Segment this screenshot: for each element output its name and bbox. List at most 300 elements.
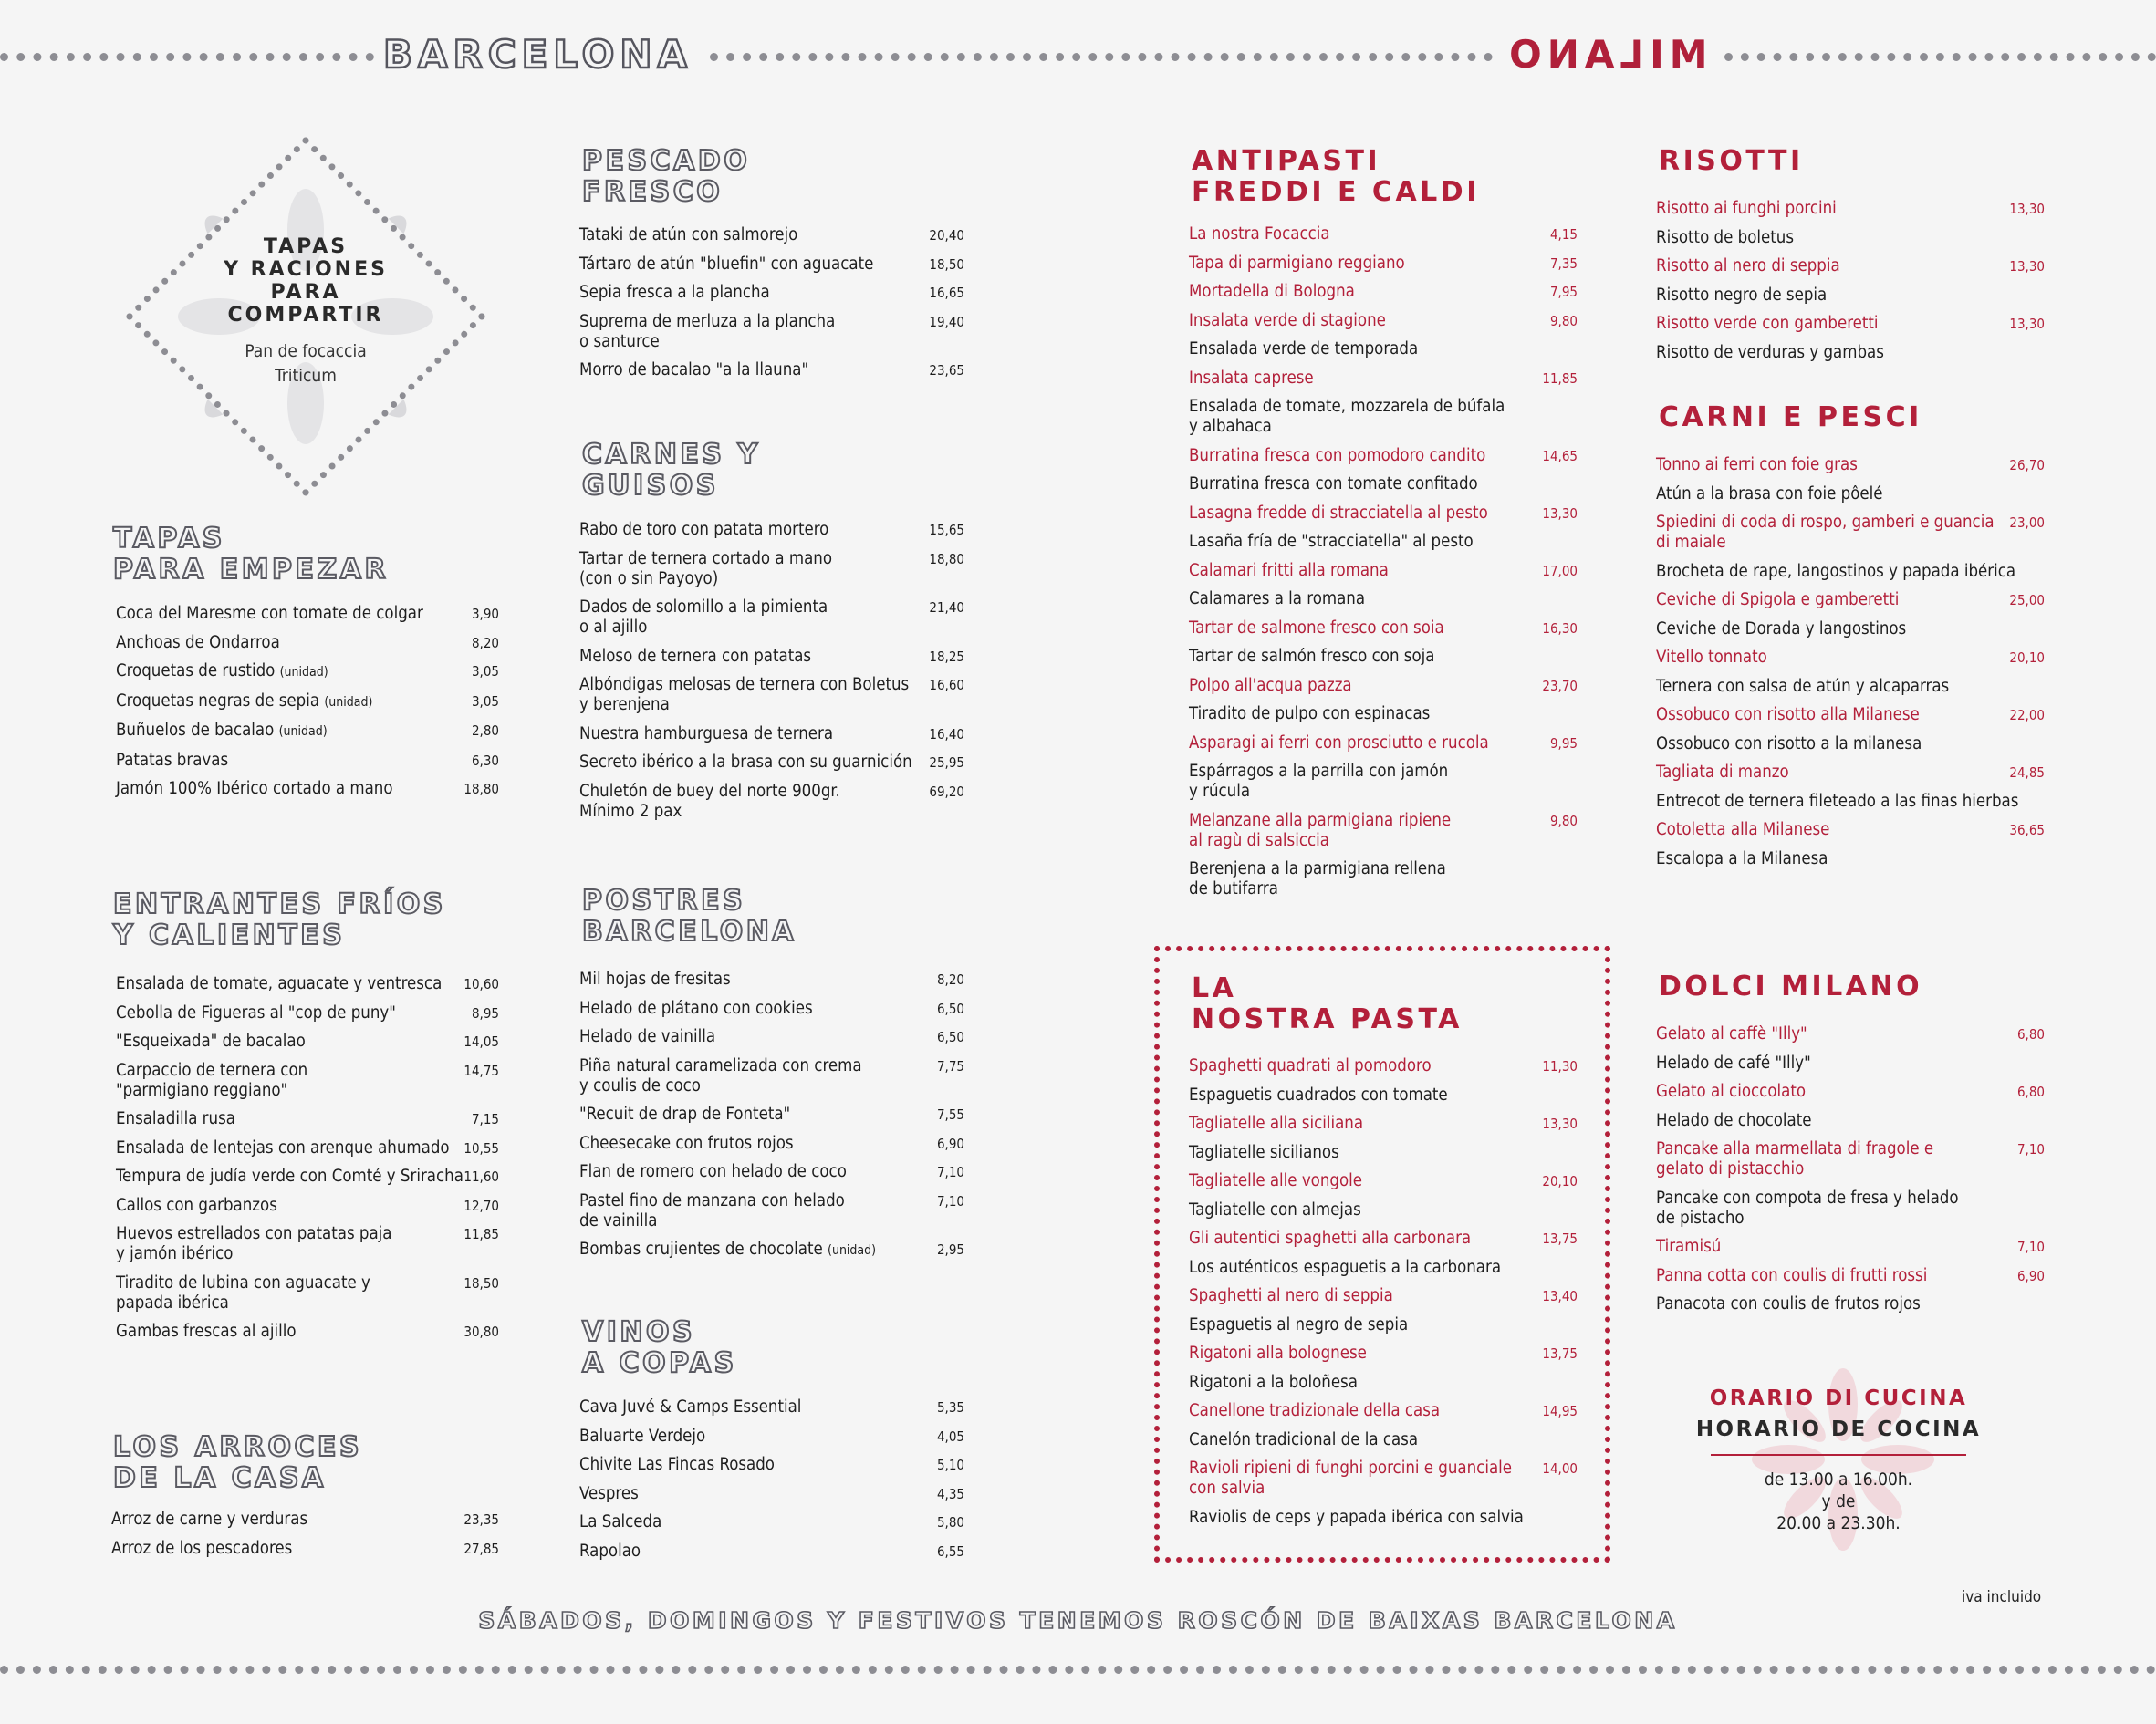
menu-item-name: Cava Juvé & Camps Essential <box>579 1397 802 1417</box>
menu-item-price: 18,80 <box>463 781 499 797</box>
footer-announcement: SÁBADOS, DOMINGOS Y FESTIVOS TENEMOS ROSCÓN DE BAIXAS BARCELONA <box>478 1607 1678 1634</box>
menu-item-name: Melanzane alla parmigiana ripiene al ragù di salsiccia <box>1189 810 1452 850</box>
menu-item-name: Asparagi ai ferri con prosciutto e rucola <box>1189 732 1489 753</box>
menu-item <box>1656 1024 2045 1044</box>
list-vinos <box>579 1397 964 1570</box>
menu-item <box>1189 1344 1578 1364</box>
menu-item-name: Spiedini di coda di rospo, gamberi e guancia di maiale <box>1656 513 1995 552</box>
heading-pasta-line-1: LA <box>1192 972 1237 1004</box>
menu-item-name: Spaghetti quadrati al pomodoro <box>1189 1056 1432 1075</box>
menu-item-name: Patatas bravas <box>116 750 229 770</box>
heading-carnes <box>582 440 761 502</box>
menu-item <box>116 1138 499 1158</box>
hours-divider <box>1711 1454 1966 1456</box>
list-risotti <box>1656 199 2045 371</box>
menu-item <box>116 1273 499 1314</box>
menu-item-name: Tartar de ternera cortado a mano (con o sin Payoyo) <box>579 548 833 588</box>
menu-item-price: 8,95 <box>471 1004 499 1022</box>
heading-tapas <box>113 524 389 586</box>
bottom-dotted-rule <box>0 1666 2156 1674</box>
menu-item <box>116 779 499 799</box>
menu-item-price: 7,10 <box>2016 1239 2045 1255</box>
menu-item <box>1656 590 2045 610</box>
menu-item-price: 6,30 <box>471 752 499 769</box>
menu-item-name: Croquetas de rustido <box>116 661 276 680</box>
menu-item-price: 4,35 <box>936 1485 964 1502</box>
menu-item <box>1189 1373 1578 1393</box>
menu-item <box>579 1427 964 1447</box>
menu-item-name: Espárragos a la parrilla con jamón y rúcula <box>1189 762 1449 801</box>
menu-item-name: Tiradito de lubina con aguacate y papada ibérica <box>116 1272 370 1313</box>
milano-mirrored-text: MILANO <box>1504 32 1708 77</box>
menu-item-name: Risotto al nero di seppia <box>1656 256 1840 275</box>
header-title-milano <box>1504 31 1708 78</box>
menu-item-name: Brocheta de rape, langostinos y papada ibérica <box>1656 561 2016 581</box>
menu-item <box>1656 484 2045 504</box>
heading-dolci <box>1659 971 1922 1002</box>
menu-item <box>1189 254 1578 274</box>
menu-item-name: Helado de vainilla <box>579 1027 716 1046</box>
heading-pescado-line-2: FRESCO <box>582 176 724 208</box>
menu-item <box>1189 762 1578 802</box>
menu-item <box>116 974 499 994</box>
menu-item-note: (unidad) <box>279 665 328 680</box>
menu-item-name: Polpo all'acqua pazza <box>1189 675 1352 695</box>
menu-item <box>1656 562 2045 582</box>
menu-item-note: (unidad) <box>828 1243 877 1258</box>
menu-item <box>1656 792 2045 812</box>
menu-item-name: Panna cotta con coulis di frutti rossi <box>1656 1265 1928 1285</box>
menu-item <box>1656 820 2045 840</box>
menu-item-name: Arroz de los pescadores <box>111 1538 293 1558</box>
menu-item-name: Arroz de carne y verduras <box>111 1510 308 1529</box>
menu-item-price: 26,70 <box>2009 457 2045 473</box>
menu-item <box>579 647 964 667</box>
menu-item-price: 20,40 <box>929 227 964 244</box>
menu-item <box>116 1003 499 1023</box>
menu-item-name: Tagliata di manzo <box>1656 763 1789 782</box>
menu-item-price: 21,40 <box>929 599 964 616</box>
menu-item-price: 7,35 <box>1549 254 1578 272</box>
menu-item-note: (unidad) <box>324 694 373 710</box>
menu-item <box>1189 1508 1578 1528</box>
menu-item-price: 6,90 <box>936 1135 964 1152</box>
menu-item <box>1189 1258 1578 1278</box>
menu-item-price: 18,80 <box>929 550 964 567</box>
menu-item-name: Rigatoni alla bolognese <box>1189 1344 1367 1363</box>
menu-item <box>116 691 499 712</box>
menu-item-name: Vespres <box>579 1483 639 1503</box>
heading-entrantes-line-1: ENTRANTES FRÍOS <box>113 888 446 920</box>
menu-item-name: Cheesecake con frutos rojos <box>579 1133 794 1153</box>
menu-item-price: 69,20 <box>929 783 964 800</box>
menu-item-name: "Esqueixada" de bacalao <box>116 1032 306 1051</box>
menu-item-name: Tapa di parmigiano reggiano <box>1189 253 1405 273</box>
menu-item <box>1656 1266 2045 1286</box>
menu-item <box>1189 676 1578 696</box>
menu-item-name: Cebolla de Figueras al "cop de puny" <box>116 1002 396 1023</box>
menu-item-name: Tagliatelle alle vongole <box>1189 1171 1363 1190</box>
heading-carnes-line-2: GUISOS <box>582 470 719 502</box>
menu-item-price: 20,10 <box>1542 1173 1578 1189</box>
diamond-sub-line-2: Triticum <box>275 366 337 386</box>
menu-item-name: Helado de café "Illy" <box>1656 1053 1811 1073</box>
menu-item <box>579 782 964 822</box>
menu-item-price: 9,95 <box>1549 734 1578 752</box>
menu-item <box>579 283 964 303</box>
menu-item <box>579 360 964 380</box>
menu-item <box>579 999 964 1019</box>
menu-item-name: Tagliatelle con almejas <box>1189 1200 1361 1220</box>
menu-item-price: 16,60 <box>929 677 964 693</box>
menu-item <box>116 1109 499 1129</box>
menu-item-name: "Recuit de drap de Fonteta" <box>579 1105 791 1124</box>
menu-item <box>111 1510 499 1530</box>
menu-item-name: Burratina fresca con pomodoro candito <box>1189 445 1486 465</box>
list-carnes <box>579 520 964 830</box>
menu-item <box>1656 513 2045 553</box>
menu-item-price: 16,40 <box>929 725 964 743</box>
menu-item <box>1656 677 2045 697</box>
menu-item-name: Tonno ai ferri con foie gras <box>1656 455 1858 474</box>
list-dolci <box>1656 1024 2045 1324</box>
menu-item-name: Raviolis de ceps y papada ibérica con salvia <box>1189 1507 1524 1527</box>
heading-vinos <box>582 1317 737 1379</box>
menu-item <box>116 1322 499 1342</box>
menu-item-name: Rigatoni a la boloñesa <box>1189 1372 1358 1392</box>
menu-item-name: Nuestra hamburguesa de ternera <box>579 723 834 743</box>
menu-item-price: 2,80 <box>471 722 499 739</box>
menu-item <box>1189 589 1578 609</box>
menu-item <box>1189 561 1578 581</box>
menu-item <box>579 1162 964 1182</box>
menu-item-name: Gelato al cioccolato <box>1656 1082 1807 1101</box>
menu-item <box>579 675 964 715</box>
heading-postres <box>582 886 797 948</box>
menu-item-name: Insalata verde di stagione <box>1189 310 1386 330</box>
menu-item <box>1189 1085 1578 1106</box>
menu-item <box>116 661 499 682</box>
menu-item <box>1656 314 2045 334</box>
menu-item <box>1189 1200 1578 1220</box>
menu-item <box>1189 282 1578 302</box>
menu-item-name: Buñuelos de bacalao <box>116 721 275 740</box>
menu-item <box>116 751 499 771</box>
menu-item <box>1189 532 1578 552</box>
menu-item <box>1189 1171 1578 1191</box>
list-entrantes <box>116 974 499 1351</box>
menu-item-price: 22,00 <box>2009 707 2045 723</box>
menu-item-name: Tiradito de pulpo con espinacas <box>1189 704 1431 723</box>
menu-item-name: Huevos estrellados con patatas paja y jamón ibérico <box>116 1224 392 1263</box>
menu-item <box>579 1542 964 1562</box>
menu-item-name: Tempura de judía verde con Comté y Sriracha <box>116 1167 463 1186</box>
menu-item <box>579 1134 964 1154</box>
diamond-text <box>109 235 502 389</box>
heading-entrantes-line-2: Y CALIENTES <box>113 919 346 951</box>
menu-item-name: Pancake con compota de fresa y helado de pistacho <box>1656 1188 1959 1228</box>
menu-item-price: 36,65 <box>2009 822 2045 838</box>
menu-item-name: Rapolao <box>579 1541 641 1561</box>
menu-item-price: 11,85 <box>463 1226 499 1242</box>
menu-item-price: 13,30 <box>2009 258 2045 275</box>
menu-item-price: 13,30 <box>2009 201 2045 217</box>
menu-item-price: 7,10 <box>2016 1141 2045 1158</box>
menu-item <box>1656 705 2045 725</box>
menu-item <box>579 597 964 638</box>
menu-item-name: Risotto ai funghi porcini <box>1656 199 1837 218</box>
heading-carni-line-1: CARNI E PESCI <box>1659 401 1922 433</box>
heading-vinos-line-2: A COPAS <box>582 1347 737 1379</box>
menu-item <box>1189 311 1578 331</box>
menu-item <box>1189 1459 1578 1499</box>
menu-item-name: Atún a la brasa con foie pôelé <box>1656 483 1883 504</box>
menu-item-price: 6,90 <box>2016 1267 2045 1284</box>
menu-item-price: 23,35 <box>463 1511 499 1528</box>
list-carni <box>1656 455 2045 878</box>
menu-item-name: Cotoletta alla Milanese <box>1656 820 1830 839</box>
menu-item-name: Meloso de ternera con patatas <box>579 646 812 666</box>
menu-item-price: 2,95 <box>936 1241 964 1258</box>
menu-item-price: 13,40 <box>1542 1288 1578 1304</box>
menu-item <box>1656 1054 2045 1074</box>
menu-item-price: 8,20 <box>471 634 499 651</box>
menu-item-price: 12,70 <box>463 1197 499 1214</box>
menu-item <box>1189 504 1578 524</box>
hours-line-1: de 13.00 a 16.00h. <box>1764 1470 1913 1490</box>
menu-item <box>116 721 499 742</box>
heading-carni <box>1659 402 1922 433</box>
diamond-title-line-2: Y RACIONES <box>224 258 388 281</box>
diamond-title-line-1: TAPAS <box>263 235 349 258</box>
menu-item-price: 7,15 <box>471 1111 499 1127</box>
iva-note: iva incluido <box>1962 1588 2042 1606</box>
menu-item <box>116 1196 499 1216</box>
menu-item-price: 11,85 <box>1542 369 1578 387</box>
top-dotted-rule-left <box>0 53 374 61</box>
menu-item-price: 16,65 <box>929 285 964 301</box>
heading-dolci-line-1: DOLCI MILANO <box>1659 971 1923 1002</box>
menu-item-price: 18,50 <box>463 1274 499 1292</box>
menu-item-name: Berenjena a la parmigiana rellena de butifarra <box>1189 859 1446 898</box>
menu-item-name: Helado de chocolate <box>1656 1110 1812 1130</box>
menu-item-price: 8,20 <box>936 971 964 988</box>
menu-item-price: 7,75 <box>936 1057 964 1075</box>
menu-item-name: Panacota con coulis de frutos rojos <box>1656 1294 1921 1314</box>
menu-item <box>1656 1189 2045 1229</box>
menu-item-name: Calamares a la romana <box>1189 589 1366 608</box>
diamond-title-line-3: PARA <box>270 281 341 304</box>
menu-item <box>116 1224 499 1264</box>
menu-item-name: Escalopa a la Milanesa <box>1656 848 1828 868</box>
menu-item-name: Secreto ibérico a la brasa con su guarnición <box>579 753 912 772</box>
menu-item-price: 7,95 <box>1549 284 1578 300</box>
heading-arroces <box>113 1432 362 1494</box>
heading-tapas-line-2: PARA EMPEZAR <box>113 554 390 586</box>
menu-item <box>1656 1294 2045 1314</box>
heading-arroces-line-1: LOS ARROCES <box>113 1431 363 1463</box>
menu-item <box>116 633 499 653</box>
menu-item-price: 6,50 <box>936 1000 964 1017</box>
menu-item-price: 6,80 <box>2016 1084 2045 1100</box>
heading-pescado-line-1: PESCADO <box>582 145 751 177</box>
menu-item-name: Risotto de boletus <box>1656 227 1795 247</box>
menu-item-name: Croquetas negras de sepia <box>116 691 320 711</box>
heading-pasta-line-2: NOSTRA PASTA <box>1192 1003 1463 1035</box>
diamond-sub-line-1: Pan de focaccia <box>245 341 367 361</box>
menu-item-name: Dados de solomillo a la pimienta o al ajillo <box>579 597 828 637</box>
menu-item <box>579 970 964 990</box>
menu-item <box>1656 734 2045 754</box>
menu-item-name: Pancake alla marmellata di fragole e gelato di pistacchio <box>1656 1139 1934 1179</box>
menu-item-price: 3,05 <box>471 692 499 710</box>
list-postres <box>579 970 964 1270</box>
menu-item-price: 27,85 <box>463 1540 499 1557</box>
top-dotted-rule-middle <box>710 53 1493 61</box>
menu-item-name: Baluarte Verdejo <box>579 1426 706 1446</box>
list-pescado <box>579 225 964 389</box>
menu-item-name: Vitello tonnato <box>1656 648 1767 667</box>
menu-item <box>579 312 964 352</box>
menu-item-name: Rabo de toro con patata mortero <box>579 520 829 539</box>
top-dotted-rule-right <box>1724 53 2156 61</box>
menu-item-name: Lasaña fría de "stracciatella" al pesto <box>1189 532 1474 551</box>
tapas-diamond-badge <box>109 120 502 513</box>
menu-item-name: Espaguetis al negro de sepia <box>1189 1314 1409 1335</box>
menu-item-name: Jamón 100% Ibérico cortado a mano <box>116 779 393 798</box>
menu-item-price: 15,65 <box>929 522 964 538</box>
menu-item-name: Tagliatelle alla siciliana <box>1189 1114 1364 1133</box>
menu-item-name: Mil hojas de fresitas <box>579 970 731 989</box>
menu-item <box>1656 619 2045 639</box>
menu-item-price: 25,95 <box>929 754 964 771</box>
menu-item-price: 24,85 <box>2009 764 2045 781</box>
menu-item-name: Ensaladilla rusa <box>116 1109 235 1128</box>
menu-item <box>579 520 964 540</box>
menu-item-price: 9,80 <box>1549 812 1578 829</box>
menu-item-name: Risotto de verduras y gambas <box>1656 342 1884 362</box>
heading-pescado <box>582 146 750 208</box>
menu-item-name: Carpaccio de ternera con "parmigiano reggiano" <box>116 1060 308 1100</box>
menu-item <box>1656 1111 2045 1131</box>
menu-item-price: 13,30 <box>2009 316 2045 332</box>
menu-item-price: 10,60 <box>463 976 499 992</box>
menu-item-name: Ossobuco con risotto alla Milanese <box>1656 705 1920 724</box>
heading-carnes-line-1: CARNES Y <box>582 439 761 471</box>
menu-item <box>1656 256 2045 276</box>
menu-item-name: Albóndigas melosas de ternera con Boletus y berenjena <box>579 675 910 714</box>
menu-item-name: Spaghetti al nero di seppia <box>1189 1286 1393 1305</box>
menu-item-name: Chivite Las Fincas Rosado <box>579 1455 775 1474</box>
menu-item <box>1189 339 1578 359</box>
menu-item <box>116 604 499 624</box>
menu-item-price: 17,00 <box>1542 562 1578 579</box>
menu-item <box>1189 1401 1578 1421</box>
menu-item <box>1189 446 1578 466</box>
menu-item-name: Mortadella di Bologna <box>1189 282 1355 301</box>
menu-item <box>1189 1286 1578 1306</box>
hours-title-es: HORARIO DE COCINA <box>1695 1418 1982 1441</box>
menu-item-name: Tagliatelle sicilianos <box>1189 1142 1339 1162</box>
menu-item <box>579 724 964 744</box>
menu-item-name: Insalata caprese <box>1189 368 1314 388</box>
menu-item-price: 23,70 <box>1542 677 1578 694</box>
menu-item-price: 6,50 <box>936 1029 964 1045</box>
menu-item <box>1189 1430 1578 1450</box>
menu-item-name: Gli autentici spaghetti alla carbonara <box>1189 1229 1472 1248</box>
menu-item-name: Piña natural caramelizada con crema y coulis de coco <box>579 1055 862 1096</box>
menu-item-price: 16,30 <box>1542 619 1578 637</box>
menu-item <box>1656 1237 2045 1257</box>
menu-item <box>1656 286 2045 306</box>
menu-item-name: Ternera con salsa de atún y alcaparras <box>1656 676 1950 696</box>
menu-item <box>579 753 964 773</box>
menu-item-name: Espaguetis cuadrados con tomate <box>1189 1085 1448 1105</box>
menu-item <box>1189 811 1578 851</box>
menu-item-price: 14,95 <box>1542 1403 1578 1419</box>
menu-item-name: Lasagna fredde di stracciatella al pesto <box>1189 503 1488 523</box>
menu-item-name: Burratina fresca con tomate confitado <box>1189 474 1478 493</box>
menu-item <box>579 1397 964 1418</box>
menu-item-name: Risotto verde con gamberetti <box>1656 314 1879 333</box>
heading-vinos-line-1: VINOS <box>582 1316 696 1348</box>
menu-item-name: Helado de plátano con cookies <box>579 998 813 1018</box>
menu-item-name: Flan de romero con helado de coco <box>579 1162 847 1181</box>
menu-item-price: 7,10 <box>936 1192 964 1210</box>
list-arroces <box>111 1510 499 1567</box>
menu-item-price: 9,80 <box>1549 312 1578 329</box>
menu-item <box>1656 199 2045 219</box>
menu-item-name: Ossobuco con risotto a la milanesa <box>1656 733 1922 753</box>
menu-item-price: 25,00 <box>2009 592 2045 608</box>
menu-item-price: 5,10 <box>936 1457 964 1473</box>
menu-item <box>579 1455 964 1475</box>
menu-item-price: 19,40 <box>929 313 964 330</box>
list-tapas <box>116 604 499 808</box>
menu-item-price: 5,80 <box>936 1514 964 1531</box>
menu-item-name: Sepia fresca a la plancha <box>579 283 770 302</box>
menu-item <box>1189 224 1578 244</box>
menu-item-note: (unidad) <box>278 724 328 739</box>
menu-item-price: 14,00 <box>1542 1460 1578 1477</box>
menu-item <box>1656 343 2045 363</box>
menu-item-price: 14,05 <box>463 1033 499 1050</box>
menu-item-price: 30,80 <box>463 1324 499 1340</box>
menu-item-name: Tartar de salmone fresco con soia <box>1189 618 1444 638</box>
menu-item-name: Ceviche de Dorada y langostinos <box>1656 618 1907 639</box>
menu-item <box>579 549 964 589</box>
menu-item-price: 18,50 <box>929 255 964 273</box>
menu-item <box>579 254 964 275</box>
menu-item <box>1189 859 1578 899</box>
menu-item-name: Chuletón de buey del norte 900gr. Mínimo 2 pax <box>579 781 840 821</box>
menu-item-price: 23,65 <box>929 362 964 379</box>
menu-item <box>579 1191 964 1231</box>
heading-tapas-line-1: TAPAS <box>113 523 225 555</box>
menu-item-name: La Salceda <box>579 1512 662 1532</box>
menu-item-name: Canelón tradicional de la casa <box>1189 1429 1419 1449</box>
menu-item-price: 13,75 <box>1542 1231 1578 1247</box>
menu-item-price: 18,25 <box>929 648 964 665</box>
menu-item <box>1656 455 2045 475</box>
menu-item-name: Coca del Maresme con tomate de colgar <box>116 604 423 623</box>
menu-item-price: 13,30 <box>1542 504 1578 522</box>
menu-item-name: Gelato al caffè "Illy" <box>1656 1024 1807 1044</box>
menu-item <box>1189 397 1578 437</box>
heading-antipasti <box>1192 146 1480 208</box>
menu-item-name: Los auténticos espaguetis a la carbonara <box>1189 1257 1502 1277</box>
menu-item-name: Bombas crujientes de chocolate <box>579 1240 823 1259</box>
